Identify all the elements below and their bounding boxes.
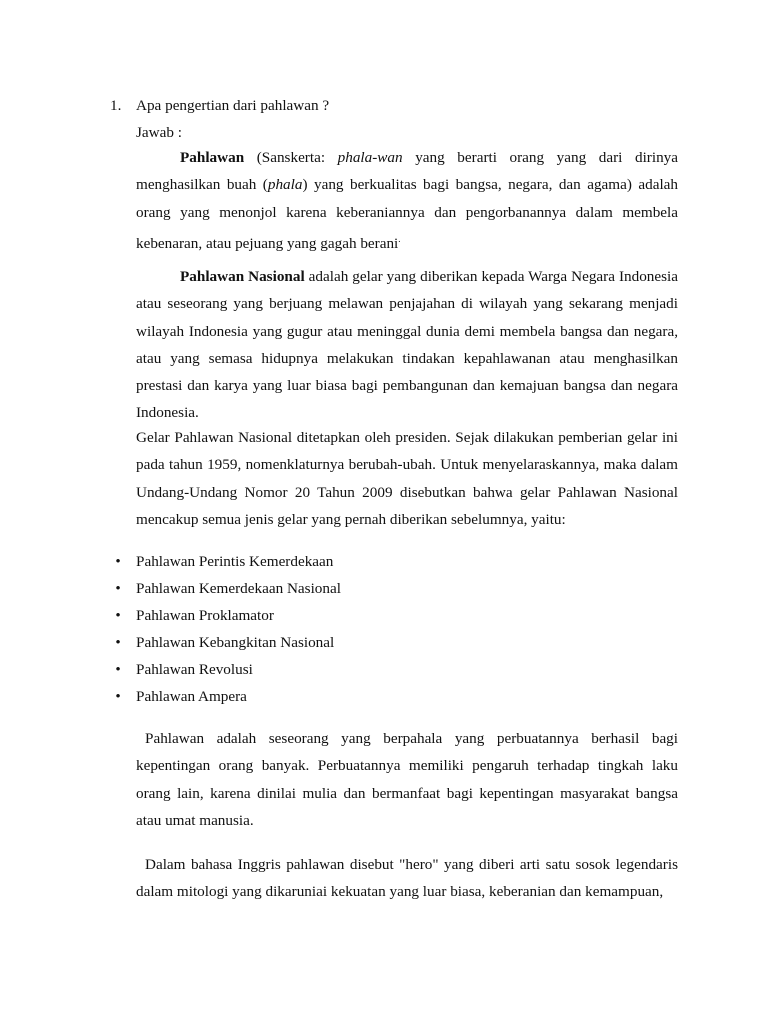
p1-text-1: (Sanskerta:	[244, 149, 338, 166]
term-phala-wan: phala-wan	[337, 149, 403, 166]
list-item-text: Pahlawan Kebangkitan Nasional	[136, 634, 335, 651]
paragraph-pahlawan-definition	[136, 144, 678, 257]
bullet-icon: •	[115, 580, 121, 597]
paragraph-gelar: Gelar Pahlawan Nasional ditetapkan oleh presiden. Sejak dilakukan pemberian gelar ini pada tahun 1959, nomenklaturnya berubah-ubah. Untuk menyelaraskannya, maka dalam Undang-Undang Nomor 20 Tahun 2009 disebutkan bahwa gelar Pahlawan Nasional mencakup semua jenis gelar yang pernah diberikan sebelumnya, yaitu:	[136, 429, 678, 528]
list-item-text: Pahlawan Ampera	[136, 688, 247, 705]
list-item	[112, 548, 672, 575]
footnote-mark: .	[398, 233, 401, 244]
list-item	[112, 629, 672, 656]
question-text: Apa pengertian dari pahlawan ?	[136, 97, 330, 114]
term-phala: phala	[267, 176, 303, 194]
bullet-icon: •	[115, 607, 121, 624]
list-item	[112, 683, 672, 710]
bullet-icon: •	[115, 688, 121, 705]
list-item	[112, 602, 672, 629]
bullet-icon: •	[115, 634, 121, 651]
list-item-text: Pahlawan Proklamator	[136, 607, 274, 624]
list-item	[112, 575, 672, 602]
bullet-icon: •	[115, 553, 121, 570]
p2-text: adalah gelar yang diberikan kepada Warga Negara Indonesia atau seseorang yang berjuang melawan penjajahan di wilayah yang sekarang menjadi wilayah Indonesia yang gugur atau meninggal dunia demi membela bangsa dan negara, atau yang semasa hidupnya melakukan tindakan kepahlawanan atau menghasilkan prestasi dan karya yang luar biasa bagi pembangunan dan kemajuan bangsa dan negara Indonesia.	[136, 268, 678, 422]
list-item	[112, 656, 672, 683]
question-number: 1.	[110, 97, 122, 114]
paragraph-hero-english: Dalam bahasa Inggris pahlawan disebut "hero" yang diberi arti satu sosok legendaris dalam mitologi yang dikaruniai kekuatan yang luar biasa, keberanian dan kemampuan,	[136, 856, 678, 901]
bullet-icon: •	[115, 661, 121, 678]
list-item-text: Pahlawan Perintis Kemerdekaan	[136, 553, 334, 570]
paragraph-pahlawan-nasional	[136, 263, 678, 427]
hero-type-list	[112, 548, 672, 710]
answer-label: Jawab :	[136, 124, 182, 141]
list-item-text: Pahlawan Revolusi	[136, 661, 253, 678]
paragraph-pahlawan-meaning: Pahlawan adalah seseorang yang berpahala yang perbuatannya berhasil bagi kepentingan orang banyak. Perbuatannya memiliki pengaruh terhadap tingkah laku orang lain, karena dinilai mulia dan bermanfaat bagi kepentingan masyarakat bangsa atau umat manusia.	[136, 730, 678, 829]
list-item-text: Pahlawan Kemerdekaan Nasional	[136, 580, 341, 597]
p1-text-3: ) yang berkualitas bagi bangsa, negara, dan agama) adalah orang yang menonjol karena keberaniannya dan pengorbanannya dalam membela kebenaran, atau pejuang yang gagah berani	[136, 176, 678, 252]
question-line	[110, 92, 670, 119]
term-pahlawan-nasional: Pahlawan Nasional	[180, 268, 305, 285]
term-pahlawan: Pahlawan	[180, 149, 245, 166]
p1-text-2: yang berarti orang yang dari dirinya menghasilkan buah (	[136, 149, 679, 194]
